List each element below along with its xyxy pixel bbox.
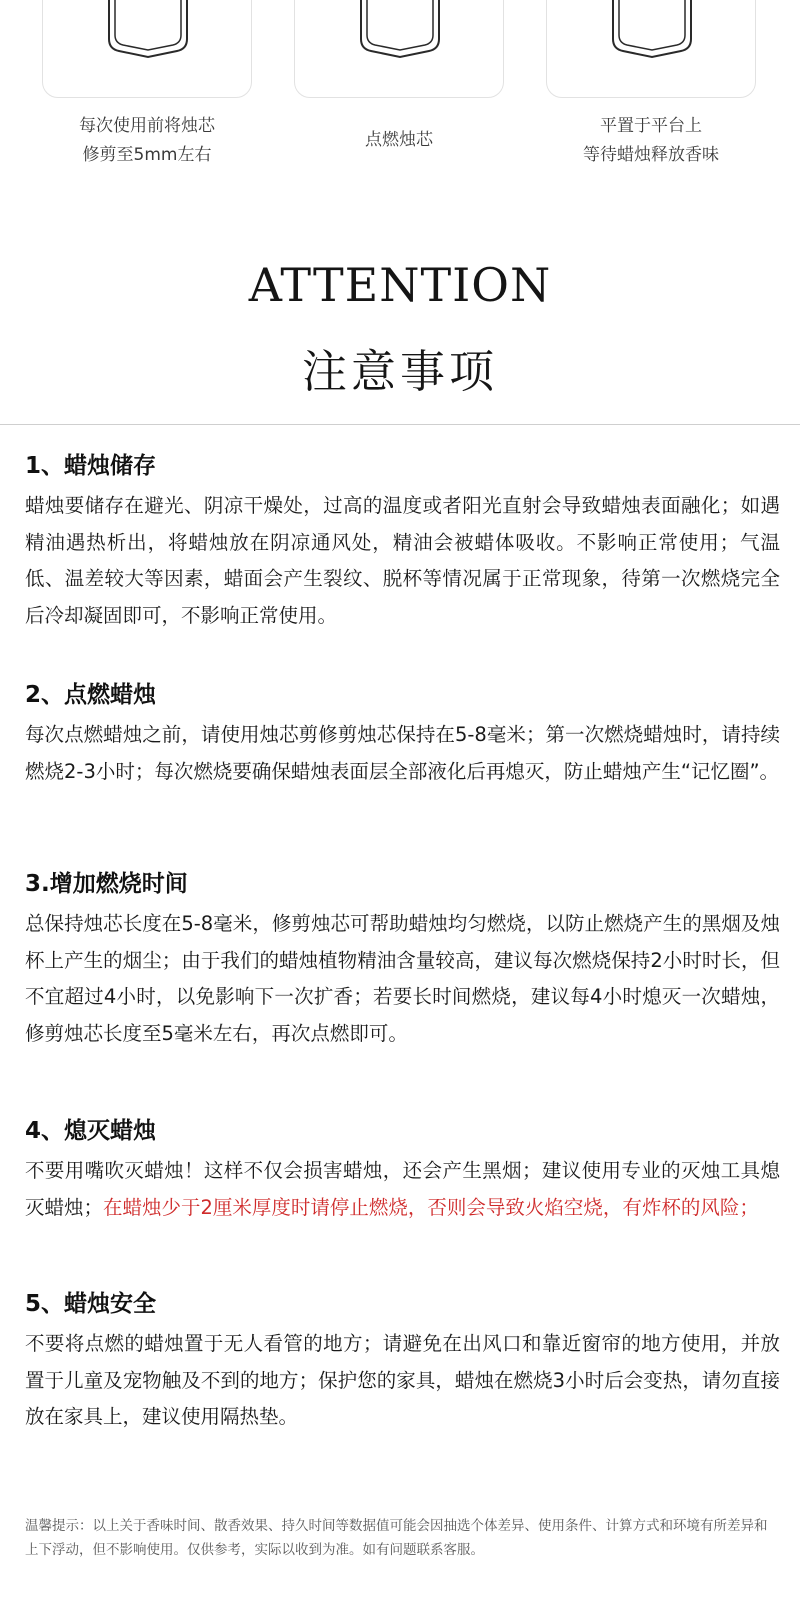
attention-heading-cn: 注意事项 <box>301 345 498 398</box>
step-card <box>294 0 504 98</box>
candle-jar-icon <box>103 0 193 63</box>
step-card <box>42 0 252 98</box>
warning-text: 在蜡烛少于2厘米厚度时请停止燃烧，否则会导致火焰空烧，有炸杯的风险； <box>103 1195 759 1219</box>
section-lighting <box>25 677 780 790</box>
step-caption-line: 等待蜡烛释放香味 <box>583 145 719 165</box>
section-body: 不要将点燃的蜡烛置于无人看管的地方；请避免在出风口和靠近窗帘的地方使用，并放置于儿童及宠物触及不到的地方；保护您的家具，蜡烛在燃烧3小时后会变热，请勿直接放在家具上，建议使用隔热垫。 <box>25 1332 780 1428</box>
section-safety <box>25 1286 780 1436</box>
step-caption-line: 平置于平台上 <box>600 116 702 136</box>
footer-note: 温馨提示：以上关于香味时间、散香效果、持久时间等数据值可能会因抽选个体差异、使用条件、计算方式和环境有所差异和上下浮动，但不影响使用。仅供参考，实际以收到为准。如有问题联系客服。 <box>25 1518 768 1558</box>
section-body <box>25 1153 780 1226</box>
candle-jar-icon <box>607 0 697 63</box>
section-body-text: 不要用嘴吹灭蜡烛！这样不仅会损害蜡烛，还会产生黑烟；建议使用专业的灭烛工具熄灭蜡烛； <box>25 1159 780 1219</box>
section-title: 4、熄灭蜡烛 <box>25 1118 157 1144</box>
step-caption-line: 每次使用前将烛芯 <box>79 116 215 136</box>
section-storage <box>25 448 780 634</box>
section-title: 5、蜡烛安全 <box>25 1291 157 1317</box>
attention-heading-en: ATTENTION <box>248 258 552 312</box>
candle-jar-icon <box>355 0 445 63</box>
section-title: 1、蜡烛储存 <box>25 453 157 479</box>
section-body: 蜡烛要储存在避光、阴凉干燥处，过高的温度或者阳光直射会导致蜡烛表面融化；如遇精油遇热析出，将蜡烛放在阴凉通风处，精油会被蜡体吸收。不影响正常使用；气温低、温差较大等因素，蜡面会产生裂纹、脱杯等情况属于正常现象，待第一次燃烧完全后冷却凝固即可，不影响正常使用。 <box>25 494 780 627</box>
section-burn-time <box>25 866 780 1052</box>
section-extinguish <box>25 1113 780 1226</box>
section-body: 每次点燃蜡烛之前，请使用烛芯剪修剪烛芯保持在5-8毫米；第一次燃烧蜡烛时，请持续燃烧2-3小时；每次燃烧要确保蜡烛表面层全部液化后再熄灭，防止蜡烛产生“记忆圈”。 <box>25 723 780 783</box>
step-caption <box>27 112 267 170</box>
step-caption-line: 修剪至5mm左右 <box>82 145 212 165</box>
usage-steps <box>0 0 800 180</box>
step-caption <box>531 112 771 170</box>
step-caption-line: 点燃烛芯 <box>365 130 433 150</box>
section-title: 2、点燃蜡烛 <box>25 682 157 708</box>
divider <box>0 424 800 425</box>
step-caption <box>279 126 519 155</box>
section-body: 总保持烛芯长度在5-8毫米，修剪烛芯可帮助蜡烛均匀燃烧，以防止燃烧产生的黑烟及烛杯上产生的烟尘；由于我们的蜡烛植物精油含量较高，建议每次燃烧保持2小时时长，但不宜超过4小时，以免影响下一次扩香；若要长时间燃烧，建议每4小时熄灭一次蜡烛，修剪烛芯长度至5毫米左右，再次点燃即可。 <box>25 912 780 1045</box>
section-title: 3.增加燃烧时间 <box>25 871 188 897</box>
step-card <box>546 0 756 98</box>
